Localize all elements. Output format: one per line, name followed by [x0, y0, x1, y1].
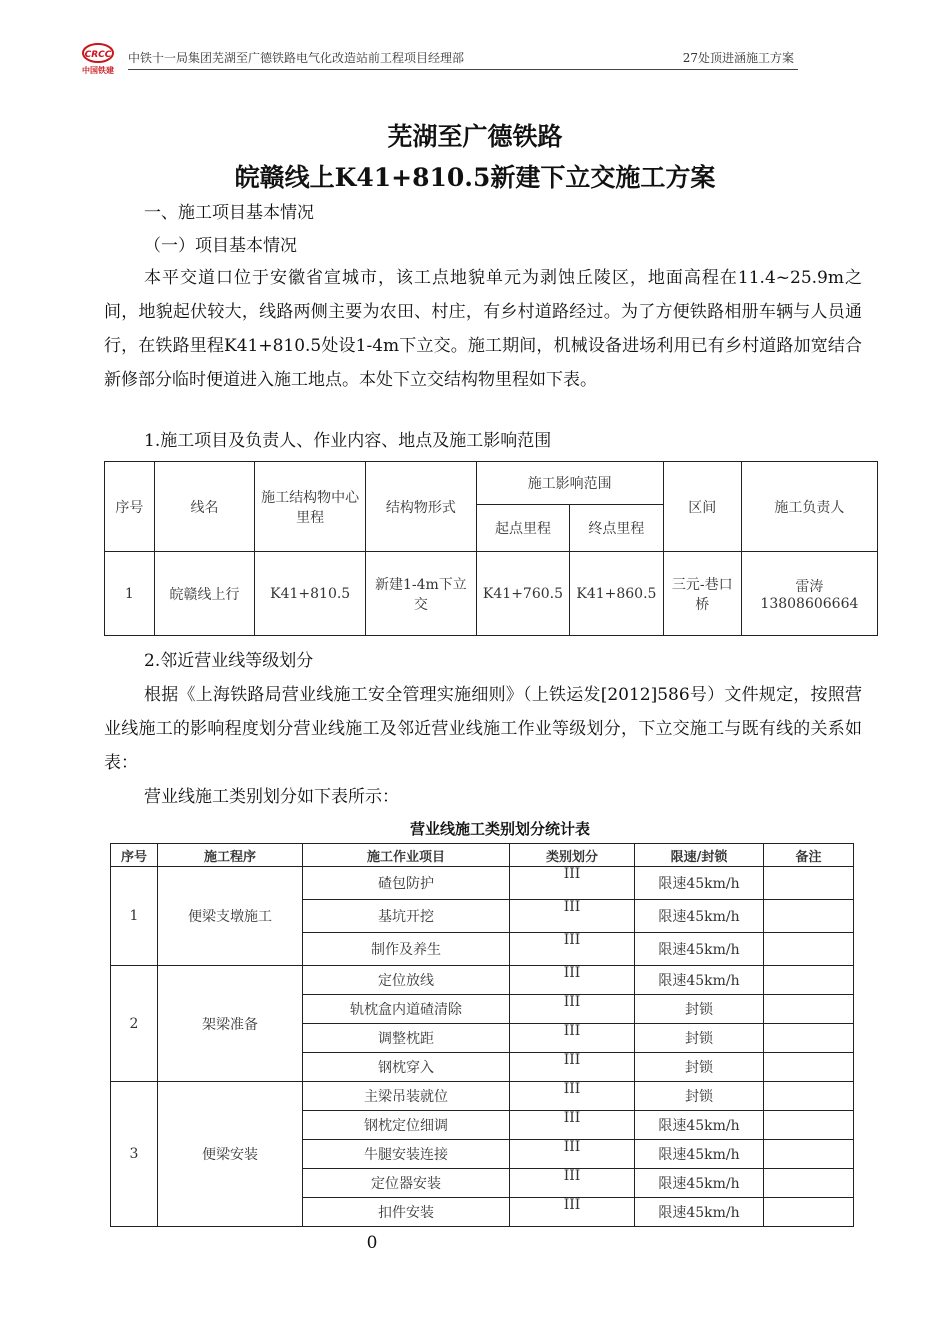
page-header — [128, 49, 798, 70]
row-class: III — [510, 1198, 635, 1227]
row-item: 制作及养生 — [303, 933, 510, 966]
th2-limit: 限速/封锁 — [635, 844, 764, 867]
th-section: 区间 — [663, 462, 741, 552]
row-item: 牛腿安装连接 — [303, 1140, 510, 1169]
row-note — [764, 995, 854, 1024]
th-center: 施工结构物中心里程 — [255, 462, 366, 552]
row-limit: 限速45km/h — [635, 1111, 764, 1140]
group-no: 3 — [111, 1082, 158, 1227]
cell-center: K41+810.5 — [255, 552, 366, 636]
cell-person — [741, 552, 877, 636]
cell-section: 三元-巷口桥 — [663, 552, 741, 636]
group-no: 2 — [111, 966, 158, 1082]
row-item: 扣件安装 — [303, 1198, 510, 1227]
row-item: 钢枕穿入 — [303, 1053, 510, 1082]
th2-item: 施工作业项目 — [303, 844, 510, 867]
row-class: III — [510, 995, 635, 1024]
row-class: III — [510, 933, 635, 966]
th-start: 起点里程 — [476, 505, 569, 552]
table-caption: 营业线施工类别划分统计表 — [409, 820, 590, 838]
person-phone: 13808606664 — [760, 595, 859, 612]
row-limit: 限速45km/h — [635, 867, 764, 900]
row-note — [764, 1024, 854, 1053]
table-row — [111, 867, 854, 900]
row-item: 基坑开挖 — [303, 900, 510, 933]
subsection-heading: （一）项目基本情况 — [144, 236, 297, 256]
th2-proc: 施工程序 — [158, 844, 303, 867]
row-limit: 封锁 — [635, 1053, 764, 1082]
paragraph-table-intro: 营业线施工类别划分如下表所示： — [144, 787, 399, 807]
row-item: 轨枕盒内道碴清除 — [303, 995, 510, 1024]
item-heading-2: 2.邻近营业线等级划分 — [144, 651, 314, 671]
th-person: 施工负责人 — [741, 462, 877, 552]
row-item: 钢枕定位细调 — [303, 1111, 510, 1140]
crcc-logo — [72, 42, 124, 78]
th-range: 施工影响范围 — [476, 462, 663, 505]
row-item: 碴包防护 — [303, 867, 510, 900]
page-number: 0 — [366, 1233, 378, 1253]
cell-no: 1 — [105, 552, 155, 636]
header-left: 中铁十一局集团芜湖至广德铁路电气化改造站前工程项目经理部 — [128, 51, 465, 65]
header-right: 27处顶进涵施工方案 — [682, 51, 794, 65]
doc-title-line1: 芜湖至广德铁路 — [387, 122, 563, 151]
paragraph-regulation: 根据《上海铁路局营业线施工安全管理实施细则》（上铁运发[2012]586号）文件规定，按照营业线施工的影响程度划分营业线施工及邻近营业线施工作业等级划分，下立交施工与既有线的关系如表： — [104, 685, 862, 773]
table-row — [111, 1082, 854, 1111]
cell-form: 新建1-4m下立交 — [366, 552, 477, 636]
cell-line: 皖赣线上行 — [154, 552, 255, 636]
row-class: III — [510, 900, 635, 933]
row-note — [764, 1140, 854, 1169]
th-line: 线名 — [154, 462, 255, 552]
row-note — [764, 966, 854, 995]
group-no: 1 — [111, 867, 158, 966]
row-note — [764, 1111, 854, 1140]
row-item: 定位放线 — [303, 966, 510, 995]
th2-class: 类别划分 — [510, 844, 635, 867]
row-item: 调整枕距 — [303, 1024, 510, 1053]
paragraph-overview: 本平交道口位于安徽省宣城市，该工点地貌单元为剥蚀丘陵区，地面高程在11.4~25.9m之间，地貌起伏较大，线路两侧主要为农田、村庄，有乡村道路经过。为了方便铁路相册车辆与人员通行，在铁路里程K41+810.5处设1-4m下立交。施工期间，机械设备进场利用已有乡村道路加宽结合新修部分临时便道进入施工地点。本处下立交结构物里程如下表。 — [104, 268, 862, 390]
th-end: 终点里程 — [570, 505, 663, 552]
row-note — [764, 900, 854, 933]
cell-end: K41+860.5 — [570, 552, 663, 636]
category-table — [110, 843, 854, 1227]
row-item: 定位器安装 — [303, 1169, 510, 1198]
row-class: III — [510, 1024, 635, 1053]
doc-title-line2: 皖赣线上K41+810.5新建下立交施工方案 — [234, 163, 716, 192]
row-class: III — [510, 1140, 635, 1169]
row-limit: 封锁 — [635, 1082, 764, 1111]
row-note — [764, 933, 854, 966]
section-heading: 一、施工项目基本情况 — [144, 203, 314, 223]
row-note — [764, 1053, 854, 1082]
person-name: 雷涛 — [795, 578, 824, 595]
row-note — [764, 867, 854, 900]
row-class: III — [510, 966, 635, 995]
project-table — [104, 461, 878, 636]
row-note — [764, 1169, 854, 1198]
row-class: III — [510, 867, 635, 900]
row-limit: 限速45km/h — [635, 1140, 764, 1169]
logo-text: CRCC — [84, 50, 112, 60]
th2-note: 备注 — [764, 844, 854, 867]
th2-no: 序号 — [111, 844, 158, 867]
row-class: III — [510, 1053, 635, 1082]
row-limit: 封锁 — [635, 1024, 764, 1053]
row-limit: 限速45km/h — [635, 966, 764, 995]
row-limit: 限速45km/h — [635, 933, 764, 966]
row-limit: 限速45km/h — [635, 1198, 764, 1227]
row-limit: 限速45km/h — [635, 1169, 764, 1198]
row-limit: 封锁 — [635, 995, 764, 1024]
row-note — [764, 1082, 854, 1111]
th-no: 序号 — [105, 462, 155, 552]
group-proc: 架梁准备 — [158, 966, 303, 1082]
row-item: 主梁吊装就位 — [303, 1082, 510, 1111]
table-row — [111, 966, 854, 995]
row-class: III — [510, 1111, 635, 1140]
group-proc: 便梁支墩施工 — [158, 867, 303, 966]
row-note — [764, 1198, 854, 1227]
logo-caption: 中国铁建 — [82, 66, 114, 75]
row-limit: 限速45km/h — [635, 900, 764, 933]
item-heading-1: 1.施工项目及负责人、作业内容、地点及施工影响范围 — [144, 431, 552, 451]
th-form: 结构物形式 — [366, 462, 477, 552]
row-class: III — [510, 1082, 635, 1111]
group-proc: 便梁安装 — [158, 1082, 303, 1227]
row-class: III — [510, 1169, 635, 1198]
cell-start: K41+760.5 — [476, 552, 569, 636]
